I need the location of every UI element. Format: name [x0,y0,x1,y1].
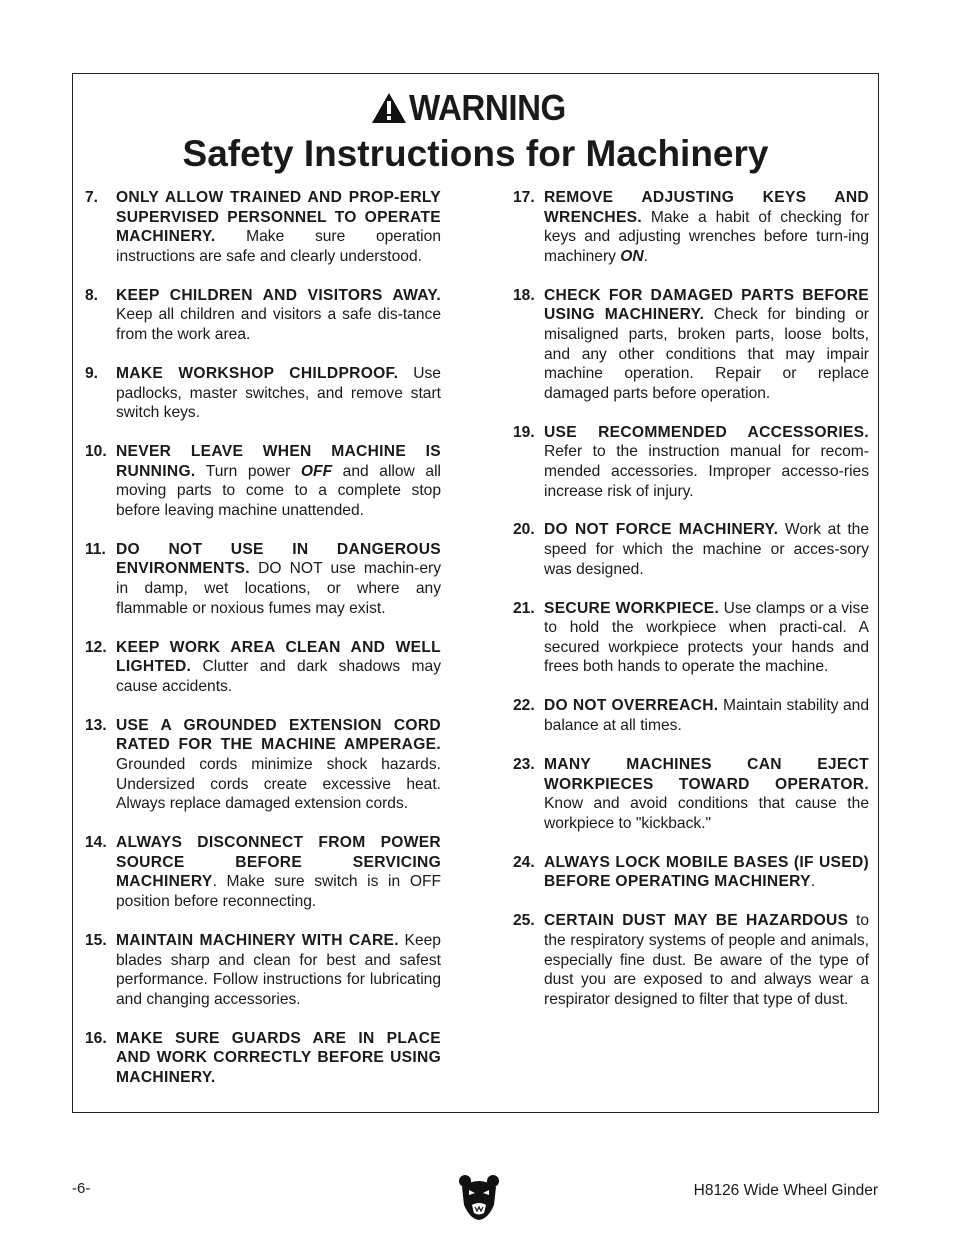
item-heading: MAKE SURE GUARDS ARE IN PLACE AND WORK CORRECTLY BEFORE USING MACHINERY. [116,1029,441,1086]
item-number: 16. [85,1029,107,1047]
safety-item [85,286,441,345]
item-heading: NEVER LEAVE WHEN MACHINE IS RUNNING. [116,443,441,480]
item-number: 9. [85,364,99,382]
item-text [544,911,869,1009]
item-heading: KEEP CHILDREN AND VISITORS AWAY. [116,286,441,304]
safety-item [85,540,441,618]
item-number: 23. [513,756,535,773]
item-number: 15. [85,931,107,949]
safety-item [85,442,441,520]
safety-item [513,423,869,501]
item-text [116,188,441,266]
item-text [116,833,441,911]
left-column [85,188,441,1107]
item-text [544,423,869,501]
item-text [116,286,441,345]
item-number: 13. [85,716,107,734]
item-text [116,442,441,520]
safety-item [513,696,869,735]
item-text [544,599,869,677]
item-text [116,931,441,1009]
item-body: . Make sure switch is in OFF position before reconnecting. [116,873,441,910]
item-text [116,716,441,814]
safety-item [513,188,869,266]
item-number: 7. [85,189,99,206]
document-title: H8126 Wide Wheel Ginder [693,1182,878,1199]
item-number: 10. [85,443,107,461]
warning-box [72,73,879,1113]
safety-item [85,833,441,911]
item-number: 17. [513,189,535,206]
page-number: -6- [72,1180,91,1197]
item-heading: CERTAIN DUST MAY BE HAZARDOUS [544,912,849,930]
item-text [116,364,441,423]
page-title: Safety Instructions for Machinery [182,133,769,174]
safety-item [513,520,869,579]
item-body: Clutter and dark shadows may cause accidents. [116,658,441,695]
item-body: Make a habit of checking for keys and adjusting wrenches before turn-ing machinery [544,208,869,265]
item-number: 20. [513,521,535,539]
item-text [544,520,869,579]
item-heading: DO NOT USE IN DANGEROUS ENVIRONMENTS. [116,540,441,578]
item-text [544,853,869,892]
warning-label: WARNING [409,87,567,128]
safety-item [85,364,441,423]
safety-item [85,188,441,266]
item-number: 19. [513,423,535,441]
item-heading: ALWAYS DISCONNECT FROM POWER SOURCE BEFORE SERVICING MACHINERY [116,834,441,891]
item-heading: MAINTAIN MACHINERY WITH CARE. [116,931,399,949]
safety-item [513,755,869,833]
item-number: 8. [85,286,99,304]
item-heading: DO NOT FORCE MACHINERY. [544,521,779,539]
item-text [116,540,441,618]
item-number: 22. [513,697,535,715]
item-number: 12. [85,638,107,656]
item-body: Check for binding or misaligned parts, broken parts, loose bolts, and any other conditions that may impair machine operation. Repair or replace damaged parts before operation. [544,306,869,402]
item-heading: USE A GROUNDED EXTENSION CORD RATED FOR THE MACHINE AMPERAGE. [116,716,441,754]
safety-item [513,911,869,1009]
safety-item [513,599,869,677]
item-number: 14. [85,834,107,852]
item-heading: KEEP WORK AREA CLEAN AND WELL LIGHTED. [116,638,441,676]
safety-item [85,931,441,1009]
item-body: Refer to the instruction manual for recom-mended accessories. Improper accesso-ries increase risk of injury. [544,443,869,500]
item-heading: SECURE WORKPIECE. [544,599,720,617]
item-text [544,755,869,833]
item-heading: DO NOT OVERREACH. [544,697,719,715]
item-body: Use padlocks, master switches, and remove start switch keys. [116,364,441,422]
item-body-tail: and allow all moving parts to come to a complete stop before leaving machine unattended. [116,462,441,519]
safety-item [513,286,869,404]
item-body: Maintain stability and balance at all times. [544,697,870,735]
item-number: 18. [513,286,535,304]
item-text [544,286,869,404]
item-body: Keep blades sharp and clean for best and safest performance. Follow instructions for lubricating and changing accessories. [116,931,441,1008]
item-text [544,696,869,735]
item-body: Work at the speed for which the machine or acces-sory was designed. [544,521,869,578]
item-emphasis: OFF [300,462,333,480]
item-heading: USE RECOMMENDED ACCESSORIES. [544,423,869,441]
item-body: Grounded cords minimize shock hazards. Undersized cords create excessive heat. Always replace damaged extension cords. [116,756,441,813]
item-body: Make sure operation instructions are safe and clearly understood. [116,228,441,265]
safety-item [85,1029,441,1088]
item-body: Keep all children and visitors a safe dis-tance from the work area. [116,306,441,343]
item-heading: CHECK FOR DAMAGED PARTS BEFORE USING MACHINERY. [544,286,869,324]
item-heading: MAKE WORKSHOP CHILDPROOF. [116,364,399,382]
warning-header [73,88,878,128]
right-column [513,188,869,1029]
bear-head-logo-icon [458,1173,500,1221]
item-number: 21. [513,599,535,617]
item-number: 25. [513,912,535,930]
item-number: 24. [513,853,535,871]
item-body: . [810,873,816,891]
item-heading: MANY MACHINES CAN EJECT WORKPIECES TOWARD OPERATOR. [544,756,869,793]
item-body: Use clamps or a vise to hold the workpiece when practi-cal. A secured workpiece protects your hands and frees both hands to operate the machine. [544,599,869,676]
item-body: Turn power [195,462,301,480]
item-text [544,188,869,266]
item-emphasis: ON [620,247,644,265]
item-text [116,1029,441,1088]
item-heading: REMOVE ADJUSTING KEYS AND WRENCHES. [544,189,869,226]
item-body-tail: . [643,247,648,265]
item-heading: ALWAYS LOCK MOBILE BASES (IF USED) BEFORE OPERATING MACHINERY [544,853,869,891]
safety-item [85,638,441,697]
item-body: Know and avoid conditions that cause the workpiece to "kickback." [544,795,869,832]
safety-item [513,853,869,892]
warning-triangle-icon [371,92,407,124]
safety-item [85,716,441,814]
item-heading: ONLY ALLOW TRAINED AND PROP-ERLY SUPERVISED PERSONNEL TO OPERATE MACHINERY. [116,189,441,246]
item-text [116,638,441,697]
item-number: 11. [85,540,106,558]
item-body: to the respiratory systems of people and animals, especially fine dust. Be aware of the type of dust you are exposed to and always wear a respirator designed to filter that type of dust. [544,912,869,1008]
item-body: DO NOT use machin-ery in damp, wet locations, or where any flammable or noxious fumes may exist. [116,560,441,617]
